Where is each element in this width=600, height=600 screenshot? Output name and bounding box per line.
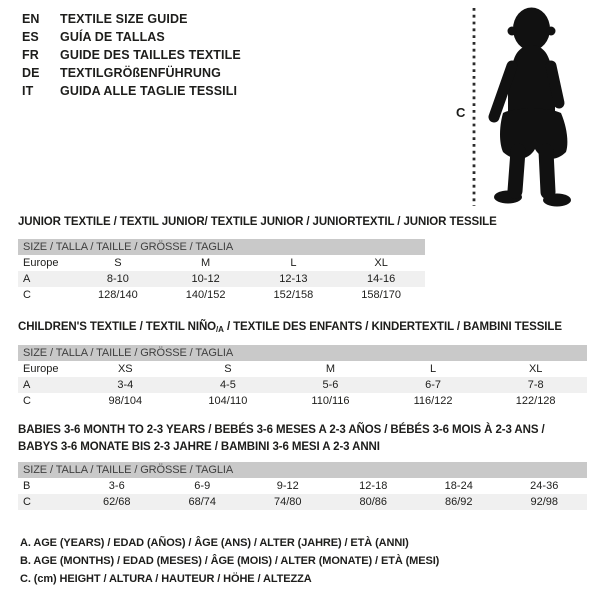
size-cell: XS (117, 363, 133, 375)
babies-size-table (18, 462, 587, 510)
row-label: C (23, 289, 31, 301)
table-row (18, 255, 425, 271)
row-label: B (23, 480, 31, 492)
language-header (22, 10, 241, 100)
height-cell: 152/158 (273, 289, 314, 301)
height-cell: 98/104 (108, 395, 143, 407)
size-cell: S (224, 363, 232, 375)
children-title-subscript: /A (216, 325, 224, 334)
babies-title-line1: BABIES 3-6 MONTH TO 2-3 YEARS / BEBÉS 3-6 MESES A 2-3 AÑOS / BÉBÉS 3-6 MOIS À 2-3 ANS / (18, 424, 545, 436)
legend-age-months: B. AGE (MONTHS) / EDAD (MESES) / ÂGE (MOIS) / ALTER (MONATE) / ETÀ (MESI) (20, 555, 440, 567)
height-measure-label: C (456, 105, 466, 120)
height-cell: 80/86 (359, 496, 388, 508)
junior-section-title: JUNIOR TEXTILE / TEXTIL JUNIOR/ TEXTILE JUNIOR / JUNIORTEXTIL / JUNIOR TESSILE (18, 216, 497, 228)
height-measure-figure (440, 0, 600, 220)
language-row (22, 46, 241, 64)
age-cell: 10-12 (191, 273, 220, 285)
height-cell: 74/80 (273, 496, 302, 508)
children-section-title (18, 321, 562, 334)
size-cell: M (325, 363, 336, 375)
row-label: A (23, 379, 31, 391)
age-cell: 12-13 (279, 273, 308, 285)
language-row (22, 82, 241, 100)
age-cell: 12-18 (359, 480, 388, 492)
language-title: GUIDA ALLE TAGLIE TESSILI (60, 84, 238, 98)
row-label: Europe (23, 257, 59, 269)
children-size-table (18, 345, 587, 409)
age-cell: 3-4 (117, 379, 134, 391)
children-title-text: / TEXTILE DES ENFANTS / KINDERTEXTIL / BAMBINI TESSILE (223, 321, 562, 333)
junior-size-table (18, 239, 425, 303)
age-cell: 6-9 (194, 480, 211, 492)
height-cell: 116/122 (413, 395, 453, 407)
height-cell: 86/92 (444, 496, 473, 508)
size-cell: L (430, 363, 437, 375)
language-title: TEXTILGRÖßENFÜHRUNG (60, 66, 221, 80)
language-code: DE (22, 66, 40, 80)
table-row (18, 361, 587, 377)
age-cell: 14-16 (367, 273, 396, 285)
height-cell: 158/170 (361, 289, 401, 301)
language-row (22, 28, 241, 46)
height-cell: 140/152 (185, 289, 226, 301)
children-title-text: CHILDREN'S TEXTILE / TEXTIL NIÑO (18, 321, 217, 333)
height-cell: 104/110 (208, 395, 248, 407)
age-cell: 24-36 (530, 480, 559, 492)
row-label: Europe (23, 363, 59, 375)
height-cell: 62/68 (102, 496, 131, 508)
table-row (18, 478, 587, 494)
row-label: C (23, 496, 31, 508)
babies-title-line2: BABYS 3-6 MONATE BIS 2-3 JAHRE / BAMBINI 3-6 MESI A 2-3 ANNI (18, 441, 380, 453)
row-label: C (23, 395, 31, 407)
toddler-silhouette-icon (482, 3, 597, 213)
language-code: IT (22, 84, 34, 98)
size-header-bar: SIZE / TALLA / TAILLE / GRÖSSE / TAGLIA (18, 345, 587, 361)
language-row (22, 64, 241, 82)
language-code: ES (22, 30, 39, 44)
age-cell: 3-6 (108, 480, 125, 492)
language-row (22, 10, 241, 28)
age-cell: 4-5 (219, 379, 236, 391)
language-code: EN (22, 12, 40, 26)
table-row (18, 271, 425, 287)
table-row (18, 393, 587, 409)
legend-age-years: A. AGE (YEARS) / EDAD (AÑOS) / ÂGE (ANS) / ALTER (JAHRE) / ETÀ (ANNI) (20, 537, 409, 549)
age-cell: 18-24 (444, 480, 473, 492)
legend-height: C. (cm) HEIGHT / ALTURA / HAUTEUR / HÖHE / ALTEZZA (20, 573, 312, 585)
table-row (18, 377, 587, 393)
table-row (18, 494, 587, 510)
age-cell: 7-8 (527, 379, 544, 391)
size-header-bar: SIZE / TALLA / TAILLE / GRÖSSE / TAGLIA (18, 239, 425, 255)
legend (20, 534, 439, 588)
row-label: A (23, 273, 31, 285)
babies-section-title (18, 422, 545, 456)
age-cell: 9-12 (276, 480, 299, 492)
age-cell: 8-10 (106, 273, 129, 285)
size-cell: XL (528, 363, 543, 375)
age-cell: 6-7 (425, 379, 442, 391)
height-cell: 128/140 (97, 289, 138, 301)
language-title: TEXTILE SIZE GUIDE (60, 12, 188, 26)
size-header-bar: SIZE / TALLA / TAILLE / GRÖSSE / TAGLIA (18, 462, 587, 478)
language-code: FR (22, 48, 39, 62)
height-cell: 122/128 (515, 395, 556, 407)
size-cell: M (201, 257, 211, 269)
age-cell: 5-6 (322, 379, 339, 391)
height-cell: 110/116 (311, 395, 350, 407)
table-row (18, 287, 425, 303)
size-cell: L (290, 257, 297, 269)
language-title: GUÍA DE TALLAS (60, 30, 165, 44)
size-cell: S (114, 257, 122, 269)
height-cell: 68/74 (188, 496, 217, 508)
height-cell: 92/98 (530, 496, 559, 508)
language-title: GUIDE DES TAILLES TEXTILE (60, 48, 241, 62)
size-cell: XL (374, 257, 388, 269)
